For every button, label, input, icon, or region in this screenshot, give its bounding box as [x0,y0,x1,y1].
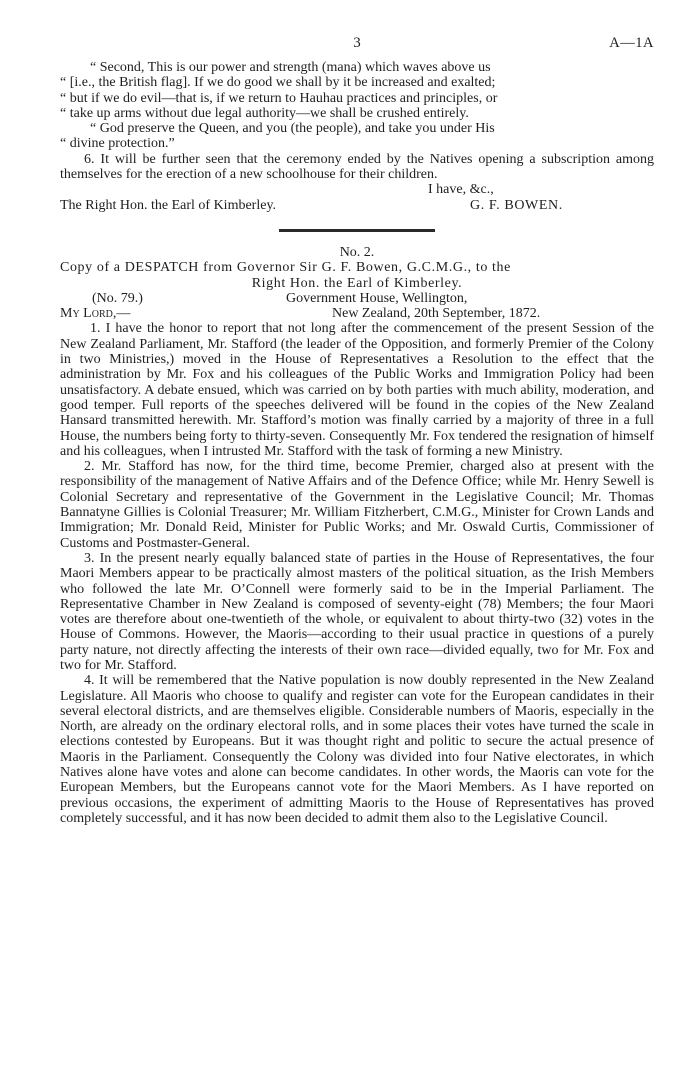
closing-phrase: I have, &c., [428,182,494,198]
quoted-speech [60,60,654,152]
despatch-meta-row-1 [60,291,654,306]
quote-line-1: “ Second, This is our power and strength (mana) which waves above us [90,60,491,75]
paragraph-4: 4. It will be remembered that the Native population is now doubly represented in the New Zealand Legislature. All Maoris who choose to qualify and register can vote for the European candidates in their several electoral districts, and are themselves eligible. Considerable numbers of Maoris, especially in the North, are already on the ordinary electoral rolls, and in some places their votes have turned the scale in elections contested by Europeans. But it was thought right and politic to secure the actual presence of Maoris in the Parliament. Consequently the Colony was divided into four Native electorates, in which Natives alone have votes and alone can become candidates. In other words, the Maoris can vote for the European Members, but the Europeans cannot vote for the Maori Members. As I have reported on previous occasions, the experiment of admitting Maoris to the House of Representatives has proved completely successful, and it has now been decided to admit them also to the Legislative Council. [60,673,654,826]
page-header [60,36,654,60]
quote-line-4: “ take up arms without due legal authority—we shall be crushed entirely. [60,105,469,121]
section-divider [279,229,435,232]
page-reference: A—1A [609,35,654,51]
signature-row-1 [60,182,654,197]
signatory: G. F. BOWEN. [470,197,563,213]
paragraph-1: 1. I have the honor to report that not long after the commencement of the present Session of the New Zealand Parliament, Mr. Stafford (the leader of the Opposition, and formerly Premier of the Colony in two Ministries,) moved in the House of Representatives a Resolution to the effect that the administration by Mr. Fox and his colleagues of the Public Works and Immigration Policy had been unsatisfactory. A debate ensued, which was carried on by both parties with much ability, moderation, and good temper. Full reports of the speeches delivered will be found in the copies of the New Zealand Hansard transmitted herewith. Mr. Stafford’s motion was finally carried by a majority of three in a full House, the numbers being forty to thirty-seven. Consequently Mr. Fox tendered the resignation of himself and his colleagues, when I intrusted Mr. Stafford with the task of forming a new Ministry. [60,321,654,459]
quote-line-2: “ [i.e., the British flag]. If we do good we shall by it be increased and exalted; [60,75,496,91]
despatch-title-line-1: Copy of a DESPATCH from Governor Sir G. F. Bowen, G.C.M.G., to the [60,260,511,276]
despatch-title-line-2: Right Hon. the Earl of Kimberley. [251,275,463,291]
paragraph-2: 2. Mr. Stafford has now, for the third time, become Premier, charged also at present with the responsibility of the management of Native Affairs and of the Defence Office; while Mr. Henry Sewell is Colonial Secretary and representative of the Government in the Legislative Council; Mr. Thomas Bannatyne Gillies is Colonial Treasurer; Mr. William Fitzherbert, C.M.G., Minister for Crown Lands and Immigration; Mr. Donald Reid, Minister for Public Works; and Mr. Oswald Curtis, Commissioner of Customs and Postmaster-General. [60,459,654,551]
quote-line-5: “ God preserve the Queen, and you (the people), and take you under His [90,121,495,137]
salutation: My Lord,— [60,306,131,322]
despatch-number: (No. 79.) [92,290,143,306]
addressee: The Right Hon. the Earl of Kimberley. [60,197,277,213]
despatch-place: Government House, Wellington, [286,290,468,306]
quote-line-6: “ divine protection.” [60,136,175,152]
page-number: 3 [353,35,361,51]
paragraph-3: 3. In the present nearly equally balanced state of parties in the House of Representatives, the four Maori Members appear to be practically almost masters of the political situation, as the Irish Members who followed the late Mr. O’Connell were formerly said to be in the Imperial Parliament. The Representative Chamber in New Zealand is composed of seventy-eight (78) Members; the four Maori votes are therefore about one-twentieth of the whole, or equivalent to about thirty-two (32) votes in the House of Commons. However, the Maoris—according to their usual practice in questions of a purely party nature, not directly affecting the interests of their own race—divided equally, two for Mr. Fox and two for Mr. Stafford. [60,550,654,673]
signature-row-2 [60,198,654,213]
despatch-meta-row-2 [60,306,654,321]
quote-line-3: “ but if we do evil—that is, if we return to Hauhau practices and principles, or [60,90,498,106]
document-number: No. 2. [339,244,375,260]
paragraph-6: 6. It will be further seen that the ceremony ended by the Natives opening a subscription among themselves for the erection of a new schoolhouse for their children. [60,151,654,183]
despatch-date: New Zealand, 20th September, 1872. [332,306,541,322]
